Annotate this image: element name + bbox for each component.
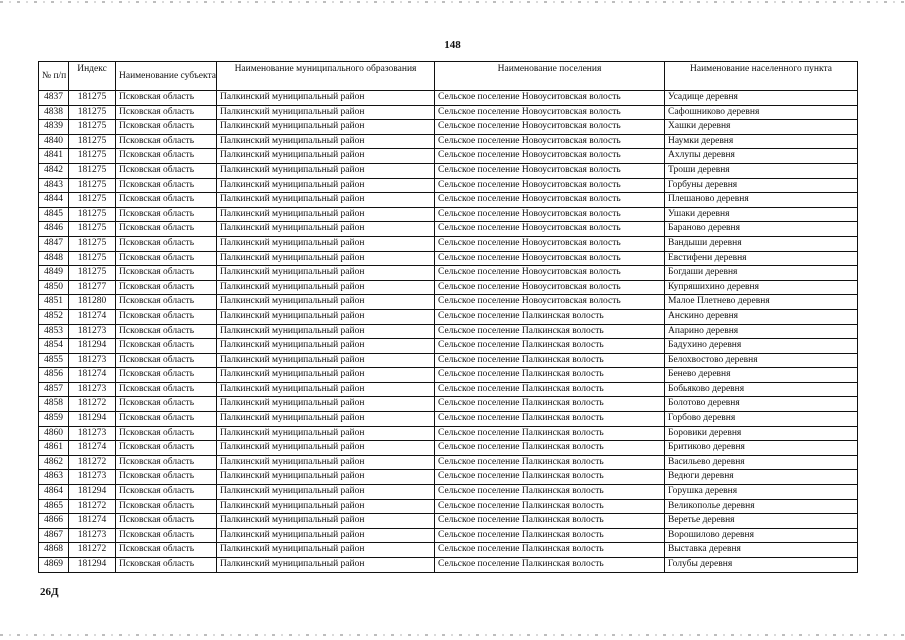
cell-index: 181275 — [69, 134, 116, 149]
cell-index: 181272 — [69, 455, 116, 470]
table-row — [39, 382, 858, 397]
cell-subject: Псковская область — [116, 485, 217, 500]
cell-locality: Хашки деревня — [665, 120, 858, 135]
cell-num: 4840 — [39, 134, 69, 149]
cell-municipal: Палкинский муниципальный район — [217, 339, 435, 354]
cell-subject: Псковская область — [116, 528, 217, 543]
cell-num: 4846 — [39, 222, 69, 237]
cell-locality: Болотово деревня — [665, 397, 858, 412]
cell-locality: Великополье деревня — [665, 499, 858, 514]
cell-municipal: Палкинский муниципальный район — [217, 412, 435, 427]
cell-subject: Псковская область — [116, 470, 217, 485]
cell-subject: Псковская область — [116, 397, 217, 412]
table-row — [39, 368, 858, 383]
cell-locality: Евстифени деревня — [665, 251, 858, 266]
scan-edge-bottom — [0, 634, 905, 636]
cell-num: 4847 — [39, 236, 69, 251]
cell-settlement: Сельское поселение Палкинская волость — [435, 426, 665, 441]
table-row — [39, 134, 858, 149]
cell-municipal: Палкинский муниципальный район — [217, 193, 435, 208]
cell-settlement: Сельское поселение Палкинская волость — [435, 499, 665, 514]
cell-num: 4845 — [39, 207, 69, 222]
cell-num: 4860 — [39, 426, 69, 441]
cell-municipal: Палкинский муниципальный район — [217, 528, 435, 543]
table-row — [39, 193, 858, 208]
table-row — [39, 105, 858, 120]
cell-index: 181275 — [69, 163, 116, 178]
cell-subject: Псковская область — [116, 266, 217, 281]
table-row — [39, 353, 858, 368]
cell-subject: Псковская область — [116, 193, 217, 208]
cell-subject: Псковская область — [116, 543, 217, 558]
cell-locality: Вандыши деревня — [665, 236, 858, 251]
cell-subject: Псковская область — [116, 324, 217, 339]
cell-subject: Псковская область — [116, 441, 217, 456]
cell-index: 181294 — [69, 412, 116, 427]
cell-municipal: Палкинский муниципальный район — [217, 309, 435, 324]
cell-settlement: Сельское поселение Палкинская волость — [435, 309, 665, 324]
cell-locality: Белохвостово деревня — [665, 353, 858, 368]
cell-settlement: Сельское поселение Палкинская волость — [435, 353, 665, 368]
cell-num: 4854 — [39, 339, 69, 354]
cell-municipal: Палкинский муниципальный район — [217, 382, 435, 397]
table-row — [39, 514, 858, 529]
cell-num: 4842 — [39, 163, 69, 178]
cell-index: 181274 — [69, 368, 116, 383]
cell-settlement: Сельское поселение Палкинская волость — [435, 397, 665, 412]
cell-num: 4838 — [39, 105, 69, 120]
cell-subject: Псковская область — [116, 412, 217, 427]
cell-locality: Усадище деревня — [665, 91, 858, 106]
cell-locality: Горбово деревня — [665, 412, 858, 427]
cell-index: 181273 — [69, 382, 116, 397]
cell-subject: Псковская область — [116, 91, 217, 106]
cell-municipal: Палкинский муниципальный район — [217, 251, 435, 266]
cell-index: 181274 — [69, 441, 116, 456]
cell-num: 4853 — [39, 324, 69, 339]
table-row — [39, 339, 858, 354]
cell-municipal: Палкинский муниципальный район — [217, 514, 435, 529]
cell-locality: Апарино деревня — [665, 324, 858, 339]
cell-settlement: Сельское поселение Палкинская волость — [435, 324, 665, 339]
cell-settlement: Сельское поселение Палкинская волость — [435, 528, 665, 543]
cell-locality: Бадухино деревня — [665, 339, 858, 354]
cell-index: 181273 — [69, 470, 116, 485]
cell-num: 4839 — [39, 120, 69, 135]
table-header-row — [39, 62, 858, 91]
cell-index: 181272 — [69, 499, 116, 514]
cell-settlement: Сельское поселение Новоуситовская волость — [435, 120, 665, 135]
cell-settlement: Сельское поселение Новоуситовская волость — [435, 149, 665, 164]
cell-locality: Наумки деревня — [665, 134, 858, 149]
header-locality: Наименование населенного пункта — [665, 62, 858, 91]
cell-locality: Васильево деревня — [665, 455, 858, 470]
header-settlement: Наименование поселения — [435, 62, 665, 91]
cell-locality: Бараново деревня — [665, 222, 858, 237]
cell-municipal: Палкинский муниципальный район — [217, 368, 435, 383]
cell-municipal: Палкинский муниципальный район — [217, 120, 435, 135]
cell-settlement: Сельское поселение Новоуситовская волость — [435, 222, 665, 237]
cell-settlement: Сельское поселение Новоуситовская волость — [435, 105, 665, 120]
cell-settlement: Сельское поселение Новоуситовская волость — [435, 251, 665, 266]
cell-locality: Горушка деревня — [665, 485, 858, 500]
cell-subject: Псковская область — [116, 105, 217, 120]
cell-index: 181274 — [69, 309, 116, 324]
cell-municipal: Палкинский муниципальный район — [217, 353, 435, 368]
cell-settlement: Сельское поселение Палкинская волость — [435, 470, 665, 485]
cell-subject: Псковская область — [116, 353, 217, 368]
cell-subject: Псковская область — [116, 426, 217, 441]
cell-num: 4864 — [39, 485, 69, 500]
cell-locality: Выставка деревня — [665, 543, 858, 558]
table-row — [39, 236, 858, 251]
table-row — [39, 499, 858, 514]
cell-municipal: Палкинский муниципальный район — [217, 222, 435, 237]
cell-locality: Троши деревня — [665, 163, 858, 178]
cell-municipal: Палкинский муниципальный район — [217, 455, 435, 470]
cell-num: 4867 — [39, 528, 69, 543]
cell-settlement: Сельское поселение Новоуситовская волость — [435, 295, 665, 310]
header-municipal: Наименование муниципального образования — [217, 62, 435, 91]
cell-subject: Псковская область — [116, 207, 217, 222]
cell-locality: Плешаново деревня — [665, 193, 858, 208]
cell-num: 4849 — [39, 266, 69, 281]
table-row — [39, 222, 858, 237]
table-row — [39, 251, 858, 266]
cell-settlement: Сельское поселение Новоуситовская волость — [435, 134, 665, 149]
cell-municipal: Палкинский муниципальный район — [217, 178, 435, 193]
footer-code: 26Д — [40, 586, 59, 598]
cell-settlement: Сельское поселение Палкинская волость — [435, 514, 665, 529]
cell-municipal: Палкинский муниципальный район — [217, 485, 435, 500]
cell-num: 4859 — [39, 412, 69, 427]
cell-subject: Псковская область — [116, 163, 217, 178]
cell-locality: Бенево деревня — [665, 368, 858, 383]
cell-index: 181277 — [69, 280, 116, 295]
table-row — [39, 470, 858, 485]
cell-index: 181273 — [69, 324, 116, 339]
cell-locality: Голубы деревня — [665, 558, 858, 573]
cell-index: 181275 — [69, 266, 116, 281]
cell-locality: Горбуны деревня — [665, 178, 858, 193]
cell-subject: Псковская область — [116, 309, 217, 324]
cell-settlement: Сельское поселение Новоуситовская волость — [435, 163, 665, 178]
cell-index: 181272 — [69, 397, 116, 412]
cell-municipal: Палкинский муниципальный район — [217, 558, 435, 573]
cell-index: 181294 — [69, 339, 116, 354]
table-row — [39, 207, 858, 222]
cell-index: 181274 — [69, 514, 116, 529]
cell-num: 4844 — [39, 193, 69, 208]
cell-num: 4866 — [39, 514, 69, 529]
cell-num: 4850 — [39, 280, 69, 295]
cell-subject: Псковская область — [116, 120, 217, 135]
cell-num: 4868 — [39, 543, 69, 558]
cell-locality: Ушаки деревня — [665, 207, 858, 222]
cell-subject: Псковская область — [116, 499, 217, 514]
table-row — [39, 441, 858, 456]
cell-subject: Псковская область — [116, 368, 217, 383]
cell-municipal: Палкинский муниципальный район — [217, 280, 435, 295]
table-row — [39, 485, 858, 500]
cell-settlement: Сельское поселение Новоуситовская волость — [435, 266, 665, 281]
cell-index: 181275 — [69, 236, 116, 251]
cell-subject: Псковская область — [116, 295, 217, 310]
cell-index: 181273 — [69, 426, 116, 441]
cell-index: 181275 — [69, 178, 116, 193]
table-row — [39, 558, 858, 573]
cell-index: 181275 — [69, 91, 116, 106]
cell-settlement: Сельское поселение Палкинская волость — [435, 485, 665, 500]
cell-index: 181294 — [69, 558, 116, 573]
cell-index: 181275 — [69, 193, 116, 208]
cell-settlement: Сельское поселение Новоуситовская волость — [435, 236, 665, 251]
cell-settlement: Сельское поселение Новоуситовская волость — [435, 207, 665, 222]
table-body — [39, 91, 858, 573]
cell-subject: Псковская область — [116, 178, 217, 193]
cell-num: 4857 — [39, 382, 69, 397]
scan-edge-top — [0, 1, 905, 3]
cell-locality: Анскино деревня — [665, 309, 858, 324]
page-number: 148 — [444, 39, 461, 51]
cell-municipal: Палкинский муниципальный район — [217, 543, 435, 558]
cell-locality: Малое Плетнево деревня — [665, 295, 858, 310]
cell-index: 181280 — [69, 295, 116, 310]
cell-index: 181275 — [69, 207, 116, 222]
table-row — [39, 149, 858, 164]
table-row — [39, 528, 858, 543]
cell-subject: Псковская область — [116, 339, 217, 354]
table-row — [39, 397, 858, 412]
cell-index: 181272 — [69, 543, 116, 558]
cell-municipal: Палкинский муниципальный район — [217, 441, 435, 456]
cell-num: 4852 — [39, 309, 69, 324]
cell-settlement: Сельское поселение Палкинская волость — [435, 455, 665, 470]
cell-index: 181294 — [69, 485, 116, 500]
cell-municipal: Палкинский муниципальный район — [217, 207, 435, 222]
cell-settlement: Сельское поселение Палкинская волость — [435, 339, 665, 354]
cell-settlement: Сельское поселение Новоуситовская волость — [435, 193, 665, 208]
table-row — [39, 543, 858, 558]
cell-num: 4863 — [39, 470, 69, 485]
cell-num: 4855 — [39, 353, 69, 368]
cell-locality: Бобьяково деревня — [665, 382, 858, 397]
cell-subject: Псковская область — [116, 455, 217, 470]
cell-locality: Купряшихино деревня — [665, 280, 858, 295]
cell-index: 181275 — [69, 105, 116, 120]
cell-municipal: Палкинский муниципальный район — [217, 91, 435, 106]
cell-subject: Псковская область — [116, 382, 217, 397]
table-row — [39, 455, 858, 470]
cell-municipal: Палкинский муниципальный район — [217, 105, 435, 120]
cell-settlement: Сельское поселение Палкинская волость — [435, 382, 665, 397]
table-row — [39, 91, 858, 106]
cell-municipal: Палкинский муниципальный район — [217, 397, 435, 412]
cell-index: 181273 — [69, 353, 116, 368]
cell-locality: Боровики деревня — [665, 426, 858, 441]
table-row — [39, 120, 858, 135]
cell-municipal: Палкинский муниципальный район — [217, 324, 435, 339]
cell-locality: Ворошилово деревня — [665, 528, 858, 543]
cell-num: 4862 — [39, 455, 69, 470]
cell-index: 181275 — [69, 149, 116, 164]
table-row — [39, 426, 858, 441]
cell-settlement: Сельское поселение Палкинская волость — [435, 543, 665, 558]
cell-municipal: Палкинский муниципальный район — [217, 149, 435, 164]
cell-municipal: Палкинский муниципальный район — [217, 426, 435, 441]
cell-locality: Сафошниково деревня — [665, 105, 858, 120]
cell-num: 4858 — [39, 397, 69, 412]
cell-municipal: Палкинский муниципальный район — [217, 163, 435, 178]
cell-subject: Псковская область — [116, 236, 217, 251]
cell-settlement: Сельское поселение Палкинская волость — [435, 558, 665, 573]
cell-locality: Веретье деревня — [665, 514, 858, 529]
table-row — [39, 412, 858, 427]
cell-settlement: Сельское поселение Новоуситовская волость — [435, 280, 665, 295]
table-row — [39, 266, 858, 281]
cell-settlement: Сельское поселение Палкинская волость — [435, 412, 665, 427]
cell-municipal: Палкинский муниципальный район — [217, 266, 435, 281]
cell-num: 4848 — [39, 251, 69, 266]
cell-subject: Псковская область — [116, 149, 217, 164]
cell-settlement: Сельское поселение Палкинская волость — [435, 368, 665, 383]
cell-municipal: Палкинский муниципальный район — [217, 470, 435, 485]
cell-num: 4837 — [39, 91, 69, 106]
header-subject: Наименование субъекта — [116, 62, 217, 91]
cell-locality: Ведюги деревня — [665, 470, 858, 485]
table-row — [39, 163, 858, 178]
cell-num: 4856 — [39, 368, 69, 383]
cell-num: 4869 — [39, 558, 69, 573]
cell-num: 4841 — [39, 149, 69, 164]
table-row — [39, 295, 858, 310]
cell-locality: Ахлупы деревня — [665, 149, 858, 164]
cell-locality: Бритиково деревня — [665, 441, 858, 456]
cell-subject: Псковская область — [116, 134, 217, 149]
cell-subject: Псковская область — [116, 280, 217, 295]
table-row — [39, 280, 858, 295]
cell-index: 181275 — [69, 222, 116, 237]
cell-subject: Псковская область — [116, 558, 217, 573]
cell-subject: Псковская область — [116, 514, 217, 529]
cell-subject: Псковская область — [116, 222, 217, 237]
header-num: № п/п — [39, 62, 69, 91]
cell-index: 181275 — [69, 251, 116, 266]
cell-settlement: Сельское поселение Палкинская волость — [435, 441, 665, 456]
cell-num: 4851 — [39, 295, 69, 310]
cell-num: 4843 — [39, 178, 69, 193]
cell-num: 4865 — [39, 499, 69, 514]
cell-municipal: Палкинский муниципальный район — [217, 236, 435, 251]
cell-municipal: Палкинский муниципальный район — [217, 134, 435, 149]
cell-index: 181275 — [69, 120, 116, 135]
table-row — [39, 324, 858, 339]
cell-settlement: Сельское поселение Новоуситовская волость — [435, 91, 665, 106]
cell-municipal: Палкинский муниципальный район — [217, 499, 435, 514]
cell-num: 4861 — [39, 441, 69, 456]
header-index: Индекс — [69, 62, 116, 91]
table-row — [39, 178, 858, 193]
cell-subject: Псковская область — [116, 251, 217, 266]
cell-settlement: Сельское поселение Новоуситовская волость — [435, 178, 665, 193]
table-row — [39, 309, 858, 324]
localities-table — [38, 61, 858, 573]
cell-municipal: Палкинский муниципальный район — [217, 295, 435, 310]
cell-index: 181273 — [69, 528, 116, 543]
cell-locality: Богдаши деревня — [665, 266, 858, 281]
